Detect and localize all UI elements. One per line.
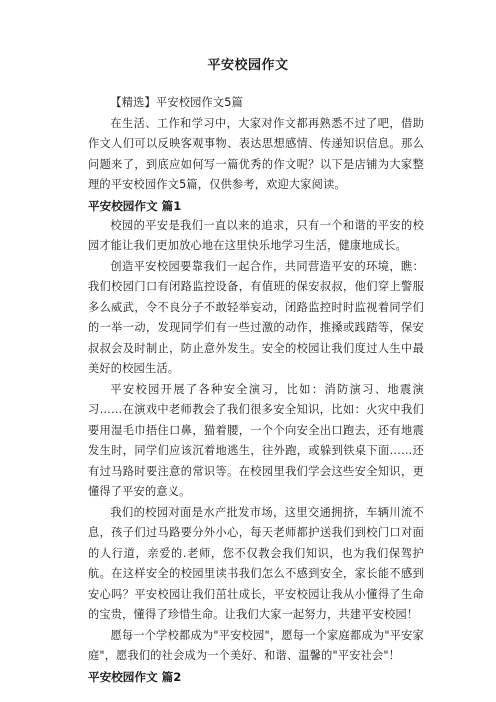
page-title: 平安校园作文 [207, 58, 289, 73]
intro-paragraph: 在生活、工作和学习中，大家对作文都再熟悉不过了吧，借助作文人们可以反映客观事物、表达思想感情、传递知识信息。那么问题来了，到底应如何写一篇优秀的作文呢？以下是店铺为大家整理的平安校园作文5篇，仅供参考，欢迎大家阅读。 [88, 116, 424, 191]
section-heading-2: 平安校园作文 篇2 [88, 669, 182, 684]
section-1-paragraph-5: 愿每一个学校都成为"平安校园"，愿每一个家庭都成为"平安家庭"，愿我们的社会成为一个美好、和谐、温馨的"平安社会"！ [88, 628, 424, 662]
section-1-paragraph-2: 创造平安校园要靠我们一起合作，共同营造平安的环境，瞧：我们校园门口有闭路监控设备，有值班的保安叔叔，他们穿上警服多么威武，令不良分子不敢轻举妄动，闭路监控时时监视着同学们的一举一动，发现同学们有一些过激的动作，推搡或践踏等，保安叔叔会及时制止，防止意外发生。安全的校园让我们度过人生中最美好的校园生活。 [88, 259, 424, 375]
intro-tag: 【精选】平安校园作文5篇 [110, 96, 243, 109]
section-1-paragraph-1: 校园的平安是我们一直以来的追求，只有一个和谐的平安的校园才能让我们更加放心地在这里快乐地学习生活，健康地成长。 [88, 218, 424, 252]
section-1-paragraph-3: 平安校园开展了各种安全演习，比如：消防演习、地震演习……在演戏中老师教会了我们很多安全知识，比如：火灾中我们要用湿毛巾捂住口鼻，猫着腰，一个个向安全出口跑去，还有地震发生时，同学们应该沉着地逃生，往外跑，或躲到铁桌下面……还有过马路时要注意的常识等。在校园里我们学会这些安全知识，更懂得了平安的意义。 [88, 382, 424, 498]
section-heading-1: 平安校园作文 篇1 [88, 198, 182, 213]
section-1-paragraph-4: 我们的校园对面是水产批发市场，这里交通拥挤，车辆川流不息，孩子们过马路要分外小心，每天老师都护送我们到校门口对面的人行道，亲爱的.老师，您不仅教会我们知识，也为我们保驾护航。在这样安全的校园里读书我们怎么不感到安全，家长能不感到安心吗？平安校园让我们茁壮成长，平安校园让我从小懂得了生命的宝贵，懂得了珍惜生命。让我们大家一起努力，共建平安校园！ [88, 505, 424, 621]
